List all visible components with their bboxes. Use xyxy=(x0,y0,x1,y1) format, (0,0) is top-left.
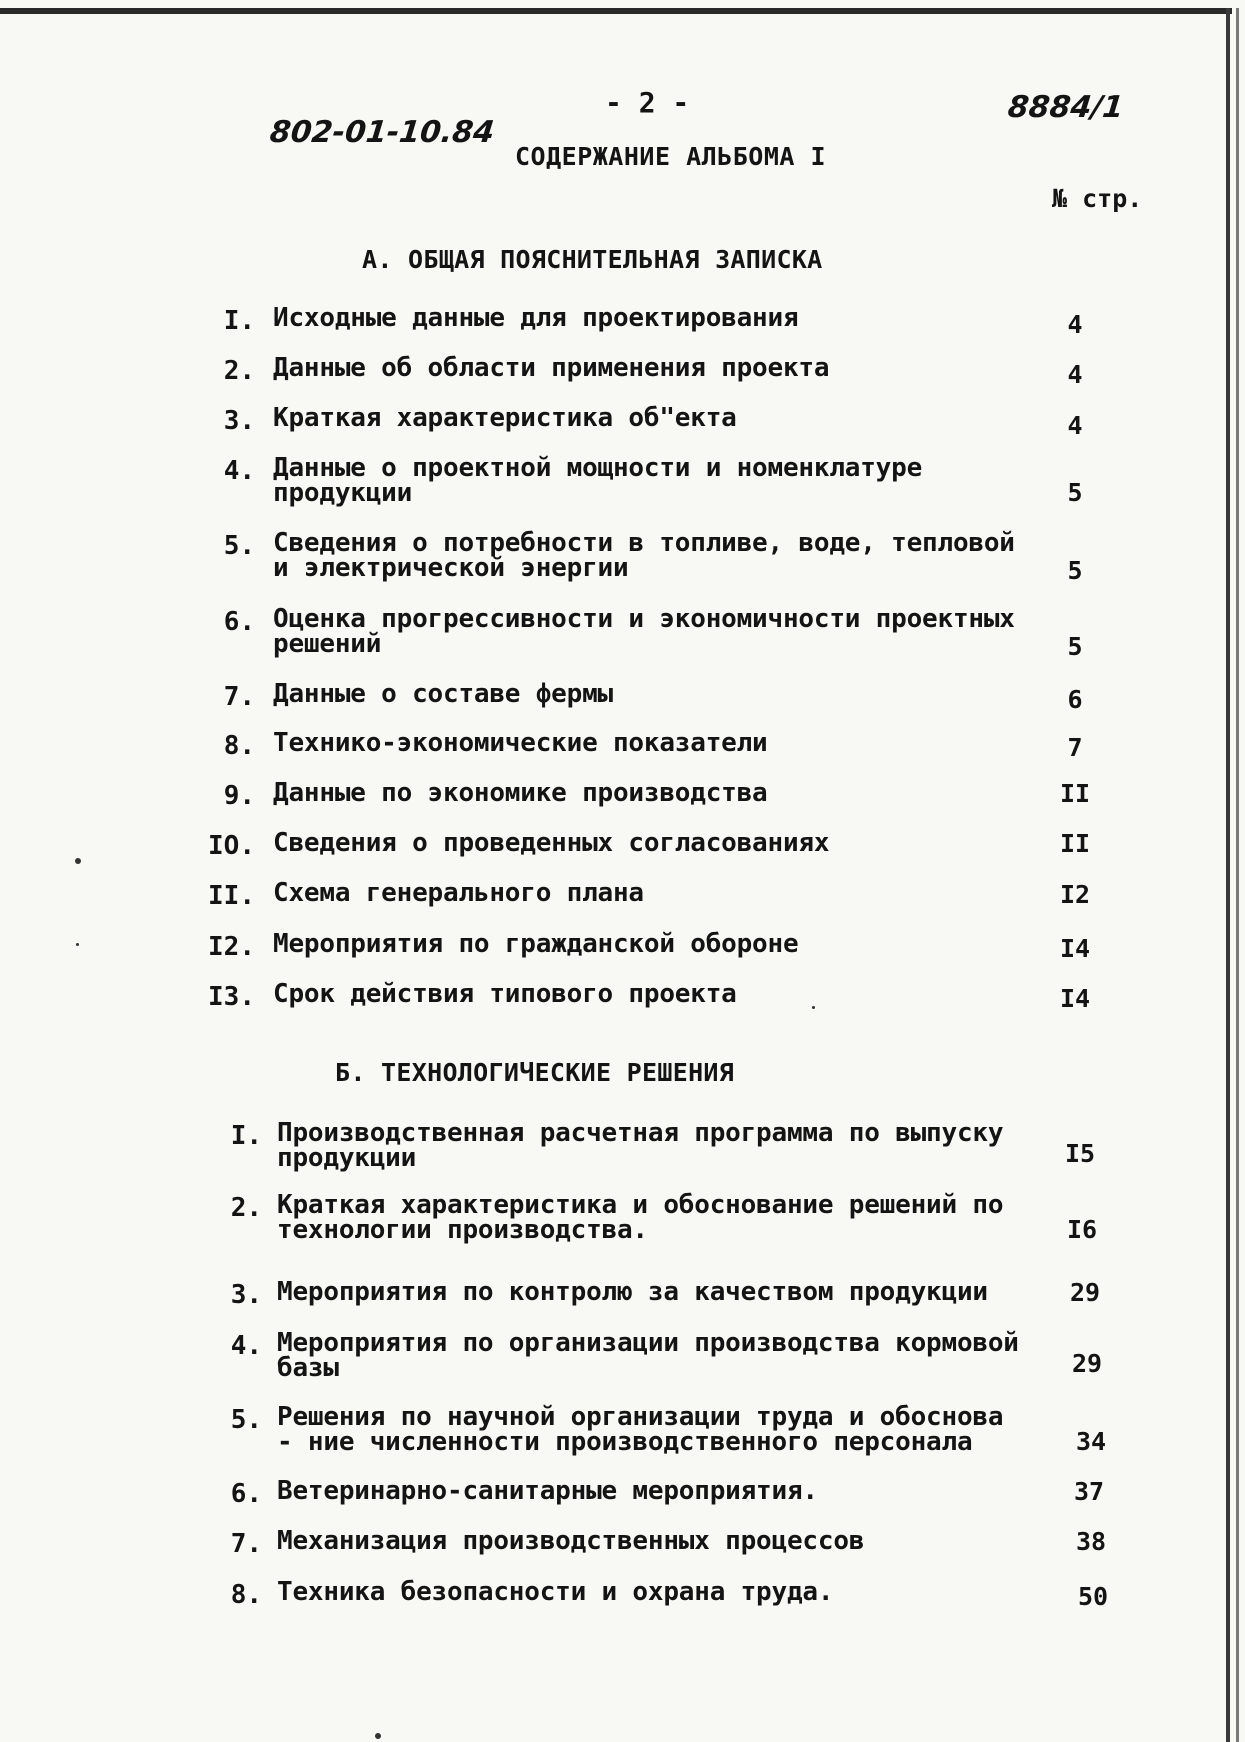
item-text: Техника безопасности и охрана труда. xyxy=(277,1577,834,1607)
item-page: 5 xyxy=(1067,556,1083,585)
item-number: I. xyxy=(223,306,255,336)
item-page: 34 xyxy=(1075,1427,1107,1456)
scan-speck xyxy=(812,1006,815,1009)
item-number: 2. xyxy=(223,356,255,386)
item-number: 6. xyxy=(230,1479,262,1509)
item-number: 7. xyxy=(223,682,255,712)
item-number: I. xyxy=(230,1121,262,1151)
item-text: Решения по научной организации труда и обоснова - ние численности производственного персонала xyxy=(277,1402,1004,1457)
item-number: 5. xyxy=(230,1405,262,1435)
item-number: I2. xyxy=(208,932,255,962)
item-text: Данные о составе фермы xyxy=(273,679,613,709)
scan-speck xyxy=(375,1733,381,1739)
section-title-b: Б. ТЕХНОЛОГИЧЕСКИЕ РЕШЕНИЯ xyxy=(335,1058,735,1087)
item-number: II. xyxy=(208,881,255,911)
item-text: Краткая характеристика об"екта xyxy=(273,403,737,433)
document-title: СОДЕРЖАНИЕ АЛЬБОМА I xyxy=(515,142,827,171)
item-number: IO. xyxy=(208,831,255,861)
item-number: 5. xyxy=(223,531,255,561)
section-title-a: А. ОБЩАЯ ПОЯСНИТЕЛЬНАЯ ЗАПИСКА xyxy=(362,245,823,274)
item-page: 29 xyxy=(1069,1278,1101,1307)
item-text: Ветеринарно-санитарные мероприятия. xyxy=(277,1476,818,1506)
item-text: Данные по экономике производства xyxy=(273,778,768,808)
item-page: 4 xyxy=(1067,360,1083,389)
item-text: Данные о проектной мощности и номенклатуре продукции xyxy=(273,453,923,508)
item-page: II xyxy=(1059,779,1091,808)
item-number: 7. xyxy=(230,1529,262,1559)
scan-edge-top xyxy=(0,8,1232,14)
item-page: I2 xyxy=(1059,880,1091,909)
page-number: - 2 - xyxy=(605,86,690,119)
scan-speck xyxy=(76,943,79,946)
inventory-number: 8884/1 xyxy=(1006,90,1126,125)
scan-edge-right xyxy=(1226,8,1230,1742)
item-text: Оценка прогрессивности и экономичности проектных решений xyxy=(273,604,1015,659)
item-text: Срок действия типового проекта xyxy=(273,979,737,1009)
item-number: 3. xyxy=(230,1280,262,1310)
item-page: I4 xyxy=(1059,984,1091,1013)
item-text: Краткая характеристика и обоснование решений по технологии производства. xyxy=(277,1190,1004,1245)
scan-speck xyxy=(75,858,81,864)
item-page: I4 xyxy=(1059,934,1091,963)
item-number: 2. xyxy=(230,1193,262,1223)
doc-code: 802-01-10.84 xyxy=(268,115,497,150)
item-number: 4. xyxy=(223,456,255,486)
item-text: Мероприятия по организации производства кормовой базы xyxy=(277,1328,1019,1383)
item-text: Исходные данные для проектирования xyxy=(273,303,799,333)
item-page: 6 xyxy=(1067,685,1083,714)
item-number: 9. xyxy=(223,781,255,811)
item-text: Схема генерального плана xyxy=(273,878,644,908)
item-page: 37 xyxy=(1073,1477,1105,1506)
item-page: 4 xyxy=(1067,310,1083,339)
item-number: I3. xyxy=(208,982,255,1012)
item-page: 50 xyxy=(1077,1582,1109,1611)
item-number: 3. xyxy=(223,406,255,436)
item-text: Механизация производственных процессов xyxy=(277,1526,865,1556)
item-text: Сведения о проведенных согласованиях xyxy=(273,828,830,858)
item-page: II xyxy=(1059,829,1091,858)
item-page: 7 xyxy=(1067,733,1083,762)
item-text: Мероприятия по гражданской обороне xyxy=(273,929,799,959)
item-page: 38 xyxy=(1075,1527,1107,1556)
item-page: 4 xyxy=(1067,411,1083,440)
item-text: Мероприятия по контролю за качеством продукции xyxy=(277,1277,988,1307)
item-page: 5 xyxy=(1067,632,1083,661)
item-text: Производственная расчетная программа по выпуску продукции xyxy=(277,1118,1004,1173)
item-text: Технико-экономические показатели xyxy=(273,728,768,758)
page-column-label: № стр. xyxy=(1052,184,1143,213)
item-page: I5 xyxy=(1064,1139,1096,1168)
item-number: 6. xyxy=(223,607,255,637)
item-text: Сведения о потребности в топливе, воде, тепловой и электрической энергии xyxy=(273,528,1015,583)
item-page: I6 xyxy=(1066,1215,1098,1244)
item-text: Данные об области применения проекта xyxy=(273,353,830,383)
item-page: 29 xyxy=(1071,1349,1103,1378)
item-number: 8. xyxy=(223,731,255,761)
item-page: 5 xyxy=(1067,478,1083,507)
item-number: 4. xyxy=(230,1331,262,1361)
item-number: 8. xyxy=(230,1580,262,1610)
scan-edge-right-outer xyxy=(1236,8,1239,1742)
